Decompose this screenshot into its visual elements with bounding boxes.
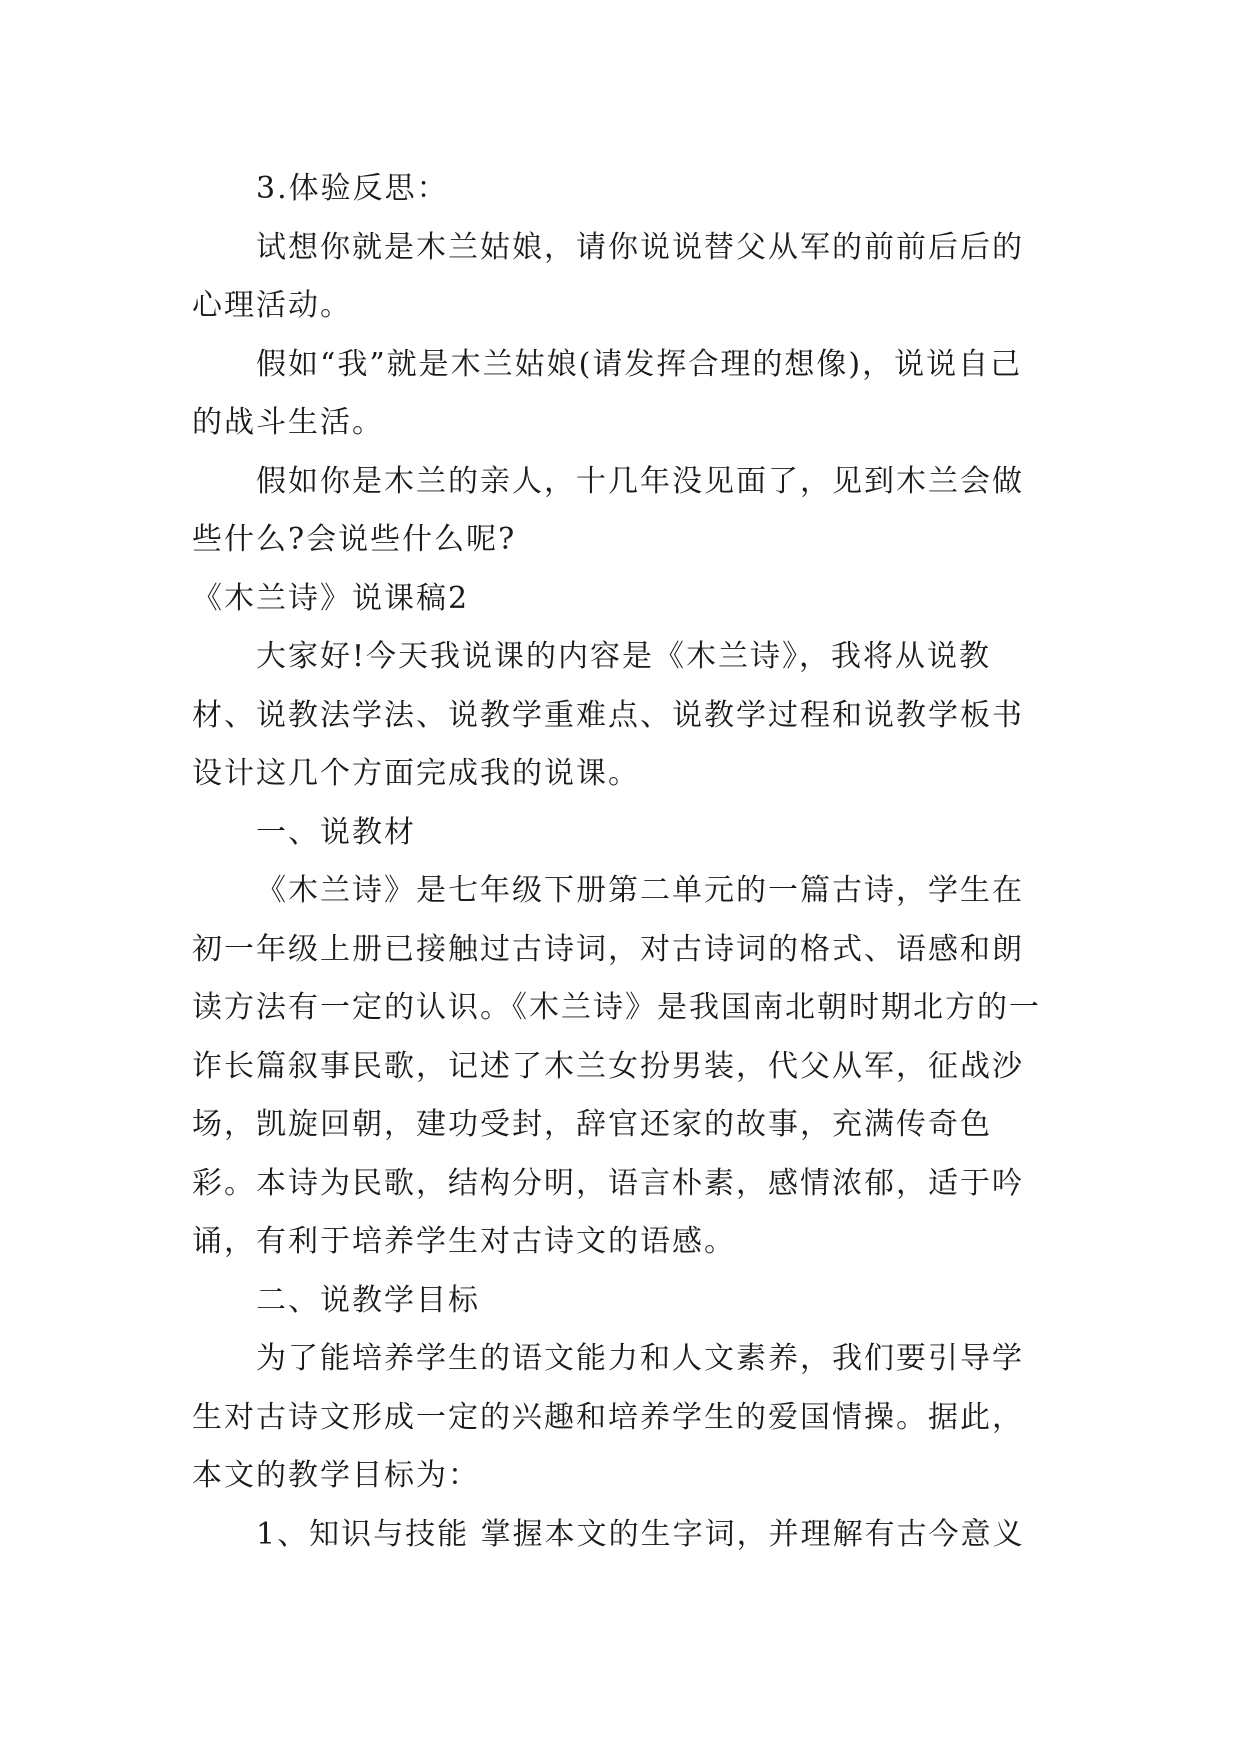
paragraph-imagine-mulan: 试想你就是木兰姑娘，请你说说替父从军的前前后后的心理活动。 [192,229,1024,323]
section-title: 《木兰诗》说课稿2 [192,580,470,616]
heading-teaching-goals: 二、说教学目标 [256,1282,480,1318]
paragraph-battle-life: 假如“我”就是木兰姑娘(请发挥合理的想像)，说说自己的战斗生活。 [192,346,1023,440]
paragraph-introduction: 大家好!今天我说课的内容是《木兰诗》，我将从说教材、说教法学法、说教学重难点、说教学过程和说教学板书设计这几个方面完成我的说课。 [192,639,1024,791]
document-page [192,160,1052,1564]
heading-textbook: 一、说教材 [256,814,416,850]
paragraph-teaching-goals: 为了能培养学生的语文能力和人文素养，我们要引导学生对古诗文形成一定的兴趣和培养学生的爱国情操。据此，本文的教学目标为： [192,1341,1024,1493]
paragraph-reflection-heading: 3.体验反思： [256,171,449,206]
paragraph-relatives: 假如你是木兰的亲人，十几年没见面了，见到木兰会做些什么?会说些什么呢? [192,463,1024,557]
paragraph-textbook: 《木兰诗》是七年级下册第二单元的一篇古诗，学生在初一年级上册已接触过古诗词，对古诗词的格式、语感和朗读方法有一定的认识。《木兰诗》是我国南北朝时期北方的一诈长篇叙事民歌，记述了木兰女扮男装，代父从军，征战沙场，凯旋回朝，建功受封，辞官还家的故事，充满传奇色彩。本诗为民歌，结构分明，语言朴素，感情浓郁，适于吟诵，有利于培养学生对古诗文的语感。 [192,873,1041,1259]
paragraph-knowledge-skills: 1、知识与技能 掌握本文的生字词，并理解有古今意义 [256,1516,1025,1552]
